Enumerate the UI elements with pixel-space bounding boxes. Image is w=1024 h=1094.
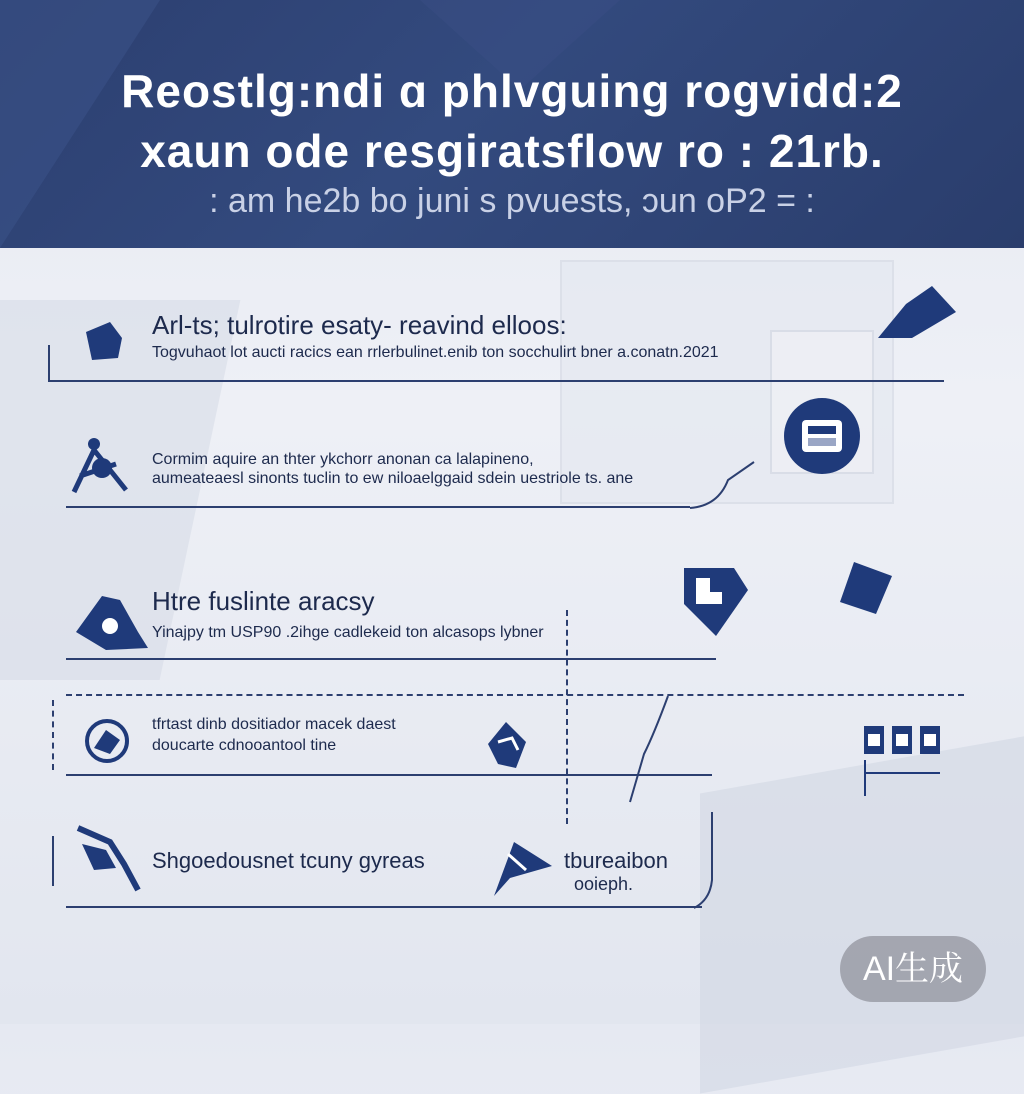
row-4-description-line2: doucarte cdnooantool tine [152,737,337,754]
hand-gesture-icon [66,588,156,660]
row-4-dashed-left [52,700,54,770]
ai-generated-badge: AI生成 [840,936,986,1002]
tag-icon [836,558,896,618]
row-4-description-line1: tfrtast dinb dositiador macek daest [152,716,396,733]
row-1-divider [48,380,944,382]
curve-connector [690,810,730,910]
page-subtitle: : am he2b bo juni s pvuests, ɔun oP2 = : [209,182,815,220]
row-4-dashed-top [66,694,964,696]
curve-connector [624,694,674,804]
row-5-divider [66,906,702,908]
row-5-side-subtitle: ooieph. [574,874,634,894]
shield-icon [80,318,126,364]
row-bracket [52,836,54,886]
server-rack-icon [860,720,946,800]
location-pin-icon [676,560,752,640]
wrench-tool-icon [72,820,142,894]
row-3-divider [66,658,716,660]
row-1-title: Arl-ts; tulrotire esaty- reavind elloos: [152,310,567,340]
row-2-description-line1: Cormim aquire an thter ykchorr anonan ca lalapineno, [152,451,534,468]
globe-icon [84,718,130,764]
page-title-line2: xaun ode resgiratsflow ro : 21rb. [140,125,884,177]
header-banner [0,0,1024,248]
row-2-divider [66,506,690,508]
dashed-connector [566,610,568,824]
handshake-icon [482,718,532,772]
row-1-description: Togvuhaot lot aucti racics ean rrlerbulinet.enib ton socchulirt bner a.conatn.2021 [152,344,719,361]
person-network-icon [66,432,140,498]
page-title-line1: Reostlg:ndi ɑ phlvguing rogvidd:2 [121,65,903,117]
row-3-description: Yinajpy tm USP90 .2ihge cadlekeid ton alcasops lybner [152,624,544,641]
row-2-description-line2: aumeateaesl sinonts tuclin to ew niloaelggaid sdein uestriole ts. ane [152,470,634,487]
row-3-title: Htre fuslinte aracsy [152,586,375,616]
row-5-title: Shgoedousnet tcuny gyreas [152,848,425,873]
curve-connector [688,460,758,512]
printer-icon [782,396,862,476]
arrow-corner-icon [872,282,962,342]
row-5-side-title: tbureaibon [564,848,668,873]
cursor-click-icon [490,840,556,900]
row-4-divider [66,774,712,776]
row-bracket [48,345,50,381]
